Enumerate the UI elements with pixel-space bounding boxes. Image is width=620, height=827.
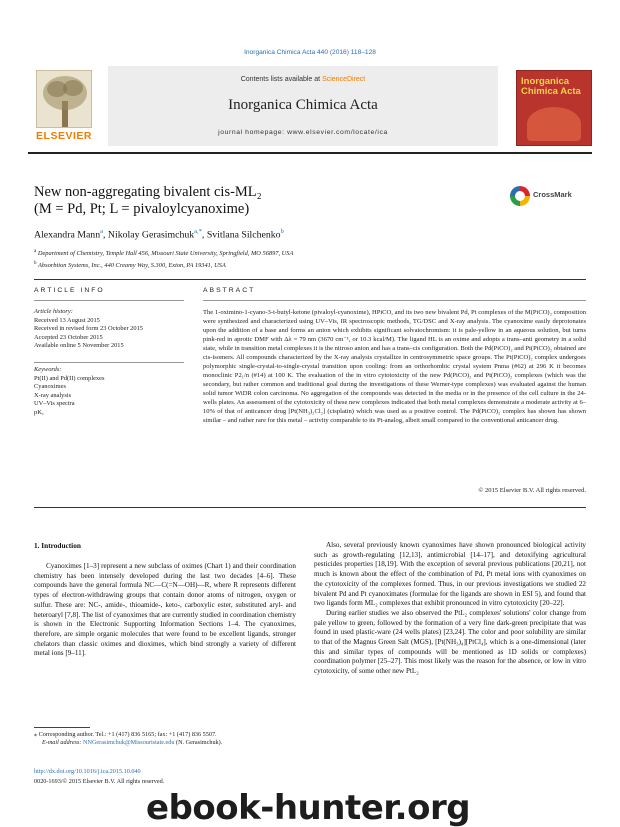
corresponding-author-contact: ⁎ Corresponding author. Tel.: +1 (417) 836 5165; fax: +1 (417) 836 5507. <box>34 731 217 738</box>
masthead-band <box>108 66 498 146</box>
article-info-divider <box>34 300 184 301</box>
header-divider <box>34 279 586 280</box>
email-line <box>34 739 304 747</box>
crossmark-button[interactable] <box>510 186 582 206</box>
author-affiliation-marker[interactable]: a,* <box>194 228 202 235</box>
affiliation-item <box>34 247 574 259</box>
watermark-text: ebook-hunter.org <box>146 788 471 827</box>
history-item: Accepted 23 October 2015 <box>34 333 103 341</box>
history-item: Available online 5 November 2015 <box>34 342 124 350</box>
affiliation-text: Absorbtion Systems, Inc., 440 Creamy Way, S.300, Exton, PA 19341, USA <box>37 261 226 269</box>
contents-line <box>108 76 498 83</box>
abstract-text: The 1-oximino-1-cyano-3-t-butyl-ketone (pivaloyl-cyanoxime), HPiCO, and its two new bivalent Pd, Pt complexes of the M(PiCO)₂ composition were synthesized and characterized using UV–Vis, IR spectroscopic methods, TG/DSC and X-ray analysis. The cyanoxime easily deprotonates upon the addition of a base and forms an anion which exhibits significant solvatochromism: it is pale-yellow in an aqueous solution, but turns pink-red in aprotic DMF with Δλ = 79 nm (3670 cm⁻¹, or 10.3 kcal/M). The ligand HL is an oxime and adopts a trans–anti geometry in a solid state, while in transition metal complexes it is the nitroso anion and has a trans–cis configuration. Both the Pd(PiCO)₂ and Pt(PiCO)₂ obtained are cis-isomers. All compounds characterized by the X-ray analysis crystallize in centrosymmetric space groups. The Pt(PiCO)₂ complex undergoes polymorphic single-crystal-to-single-crystal transition upon cooling: from an orthorhombic crystal system Pnma (#62) at 296 K it becomes monoclinic P2₁/n (#14) at 100 K. The evaluation of the in vitro cytotoxicity of the new Pd(PiCO)₂ and Pt(PiCO)₂ complexes (which was the secondary, but rather common and traditional goal during the investigations of these Werner-type complexes) was evaluated against the human solid tumor WiDR colon carcinoma. No aggregation of the compounds was detected in the media or in the presence of the cell culture in the 24-wells plates. An assessment of the cytotoxicity of these new complexes indicated that both metal complexes demonstrate a moderate activity at 6–10% of that of anticancer drug [Pt(NH₃)₂Cl₂] (cisplatin) which was used as a positive control. The Pd(PiCO)₂ complex has shown has shown similar – and rather rare for this metal – activity comparable to its Pt-analog, albeit small compared to the conventional anticancer drug. <box>203 309 586 424</box>
contents-prefix: Contents lists available at <box>240 76 323 83</box>
right-column-text <box>314 541 586 677</box>
email-suffix: (N. Gerasimchuk). <box>174 739 223 747</box>
elsevier-tree-icon <box>36 70 92 128</box>
cover-title: Inorganica Chimica Acta <box>521 76 581 97</box>
keywords-divider <box>34 362 184 363</box>
keyword-item: UV–Vis spectra <box>34 400 75 408</box>
abstract-copyright: © 2015 Elsevier B.V. All rights reserved. <box>478 487 586 494</box>
journal-masthead <box>28 66 592 148</box>
history-item: Received in revised form 23 October 2015 <box>34 325 143 333</box>
author-name[interactable]: Svitlana Silchenko <box>206 229 281 241</box>
journal-reference-link[interactable]: Inorganica Chimica Acta 440 (2016) 118–128 <box>244 49 376 56</box>
author-name[interactable]: Nikolay Gerasimchuk <box>107 229 195 241</box>
article-title-line-2: (M = Pd, Pt; L = pivaloylcyanoxime) <box>34 201 250 217</box>
author-list: Alexandra Mann$^a$, Nikolay Gerasimchuk$^{a,*}$, Svitlana Silchenko$^b$ <box>34 228 284 241</box>
masthead-divider <box>28 152 592 154</box>
introduction-paragraph <box>34 562 296 659</box>
affiliation-text: Department of Chemistry, Temple Hall 456, Missouri State University, Springfield, MO 56897, USA <box>37 250 294 258</box>
keyword-item: Cyanoximes <box>34 383 66 391</box>
sciencedirect-link[interactable]: ScienceDirect <box>322 76 366 83</box>
history-item: Received 13 August 2015 <box>34 316 100 324</box>
email-label: E-mail address: <box>42 739 84 747</box>
footnote-divider <box>34 727 90 728</box>
body-paragraph: Cyanoximes [1–3] represent a new subclass of oximes (Chart 1) and their coordination chemistry has been intensely developed during the last two decades [4–6]. These compounds have the general formula NC—C(=N—OH)—R, where R represents different types of electron-withdrawing groups that contain donor atoms of nitrogen, oxygen or sulfur. These are: NC-, amide-, thioamide-, keto-, carboxylic ester, substituted aryl- and heteroaryl [7,8]. The list of cyanoximes that are currently studied in coordination chemistry is shown in the Electronic Supporting Information Sections 1–4. The cyanoximes, therefore, are simple organic molecules that were found to be excellent ligands, stronger chelators than classic oximes and dioximes, which bind strongly a variety of different metal ions [9–11]. <box>34 562 296 658</box>
journal-homepage-link[interactable]: journal homepage: www.elsevier.com/locate/ica <box>218 129 388 136</box>
abstract-divider <box>203 300 586 301</box>
journal-title: Inorganica Chimica Acta <box>228 97 378 113</box>
affiliation-marker: a <box>34 249 37 254</box>
article-info-heading: ARTICLE INFO <box>34 287 105 294</box>
author-email-link[interactable]: NNGerasimchuk@Missouristate.edu <box>83 739 175 747</box>
elsevier-wordmark: ELSEVIER <box>36 130 92 142</box>
keyword-item: Pt(II) and Pd(II) complexes <box>34 374 105 382</box>
body-paragraph: During earlier studies we also observed the PtL₂ complexes' solutions' color change from pale yellow to green, followed by the formation of a very fine dark-green precipitate that was found in used plastic-ware (24 wells plates) [23,24]. The color and poor solubility are similar to that of the Magnus Green Salt (MGS), [Pt(NH₃)₄][PtCl₄], which is a one-dimensional (later this and similar types of compounds will be mentioned as 1D solids or complexes) coordination polymer [25–27]. This most likely was the reason for the absence, or low in vitro cytotoxicity, of some other new PtL₂ <box>314 608 586 676</box>
affiliation-list <box>34 247 574 270</box>
affiliation-marker: b <box>34 260 37 266</box>
article-title-line-1: New non-aggregating bivalent cis-ML₂ <box>34 184 262 200</box>
elsevier-logo <box>28 66 100 146</box>
article-history <box>34 308 184 351</box>
crossmark-icon <box>510 186 530 206</box>
keywords-label: Keywords: <box>34 366 62 373</box>
body-paragraph: Also, several previously known cyanoximes have shown pronounced biological activity such as growth-regulating [12,13], antimicrobial [14–17], and detoxifying agricultural pesticides properties [18,19]. With the exception of several previous publications [20,21], not much is known about the effect of the combination of Pd, Pt metal ions with cyanoximes on the cytotoxicity of the complexes formed. Thus, in our previous investigations we studied 22 bivalent Pd and Pt cyanoximates (formulae for the ligands are shown in ESI 5), and found that two ligands form ML₂ complexes that exhibit pronounced in vitro cytotoxicity [20–22]. <box>314 541 586 608</box>
body-divider <box>34 507 586 508</box>
author-affiliation-marker[interactable]: b <box>280 228 284 235</box>
keyword-item: pKₐ <box>34 408 44 416</box>
cover-art <box>527 107 581 141</box>
affiliation-item <box>34 259 574 271</box>
doi-link[interactable]: http://dx.doi.org/10.1016/j.ica.2015.10.040 <box>34 768 141 775</box>
introduction-heading: 1. Introduction <box>34 541 81 550</box>
article-history-label: Article history: <box>34 308 73 315</box>
keyword-list <box>34 366 184 418</box>
crossmark-label: CrossMark <box>533 190 572 199</box>
corresponding-author-footnote <box>34 731 304 748</box>
issn-line: 0020-1693/© 2015 Elsevier B.V. All rights reserved. <box>34 778 165 785</box>
author-name[interactable]: Alexandra Mann <box>34 229 101 241</box>
author-affiliation-marker[interactable]: a <box>100 228 103 235</box>
journal-cover-image <box>516 70 592 146</box>
abstract-heading: ABSTRACT <box>203 287 256 294</box>
keyword-item: X-ray analysis <box>34 391 72 399</box>
article-title <box>34 184 494 218</box>
